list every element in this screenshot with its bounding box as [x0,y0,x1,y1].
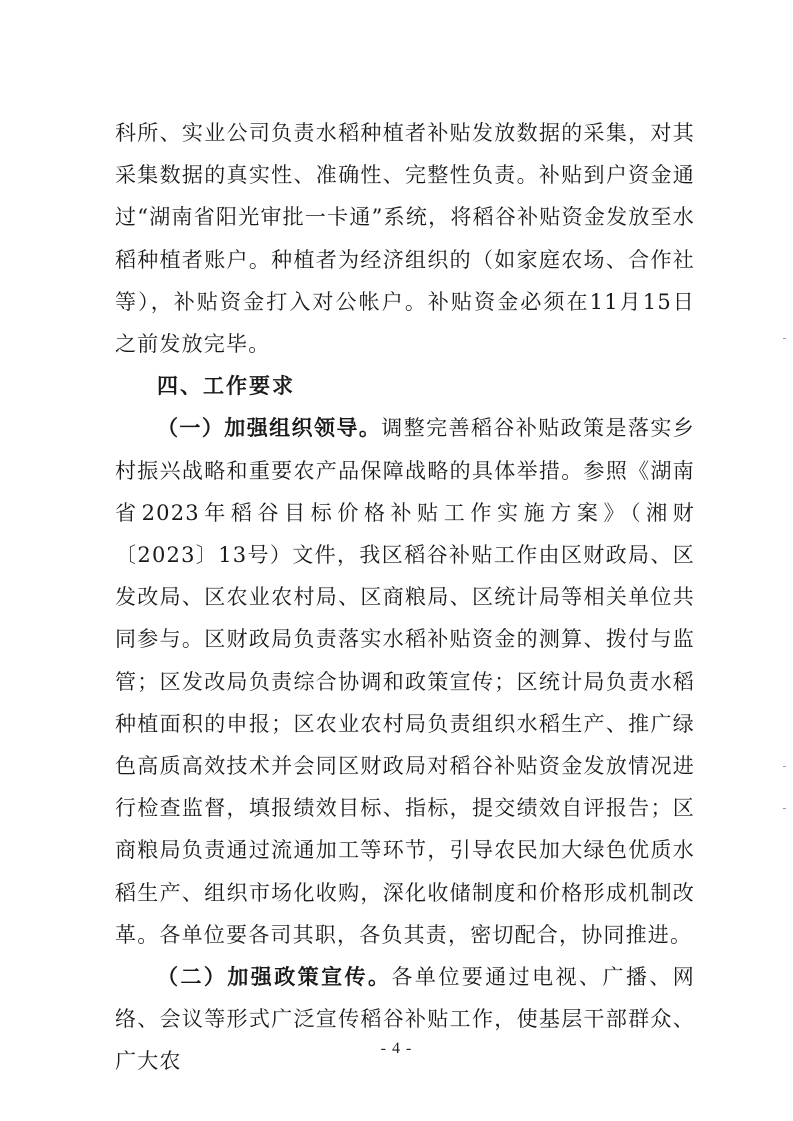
body-text [115,112,695,1083]
paragraph-policy-promotion [115,956,695,1083]
subheading-organization-leadership: （一）加强组织领导。 [157,415,382,441]
paragraph-organization-leadership [115,407,695,956]
section-heading-work-requirements: 四、工作要求 [157,374,295,399]
paragraph-organization-leadership-body: 调整完善稻谷补贴政策是落实乡村振兴战略和重要农产品保障战略的具体举措。参照《湖南省2023年稻谷目标价格补贴工作实施方案》（湘财〔2023〕13号）文件，我区稻谷补贴工作由区财政局、区发改局、区农业农村局、区商粮局、区统计局等相关单位共同参与。区财政局负责落实水稻补贴资金的测算、拨付与监管；区发改局负责综合协调和政策宣传；区统计局负责水稻种植面积的申报；区农业农村局负责组织水稻生产、推广绿色高质高效技术并会同区财政局对稻谷补贴资金发放情况进行检查监督，填报绩效目标、指标，提交绩效自评报告；区商粮局负责通过流通加工等环节，引导农民加大绿色优质水稻生产、组织市场化收购，深化收储制度和价格形成机制改革。各单位要各司其职，各负其责，密切配合，协同推进。 [115,416,695,947]
page-number: - 4 - [380,1040,413,1057]
margin-mark [783,338,786,339]
paragraph-policy-promotion-body: 各单位要通过电视、广播、网络、会议等形式广泛宣传稻谷补贴工作，使基层干部群众、广大农 [115,965,695,1074]
subheading-policy-promotion: （二）加强政策宣传。 [157,964,392,990]
paragraph-subsidy-distribution: 科所、实业公司负责水稻种植者补贴发放数据的采集，对其采集数据的真实性、准确性、完整性负责。补贴到户资金通过“湖南省阳光审批一卡通”系统，将稻谷补贴资金发放至水稻种植者账户。种植者为经济组织的（如家庭农场、合作社等），补贴资金打入对公帐户。补贴资金必须在11月15日之前发放完毕。 [115,121,695,357]
margin-mark [783,808,786,809]
margin-mark [783,766,786,767]
